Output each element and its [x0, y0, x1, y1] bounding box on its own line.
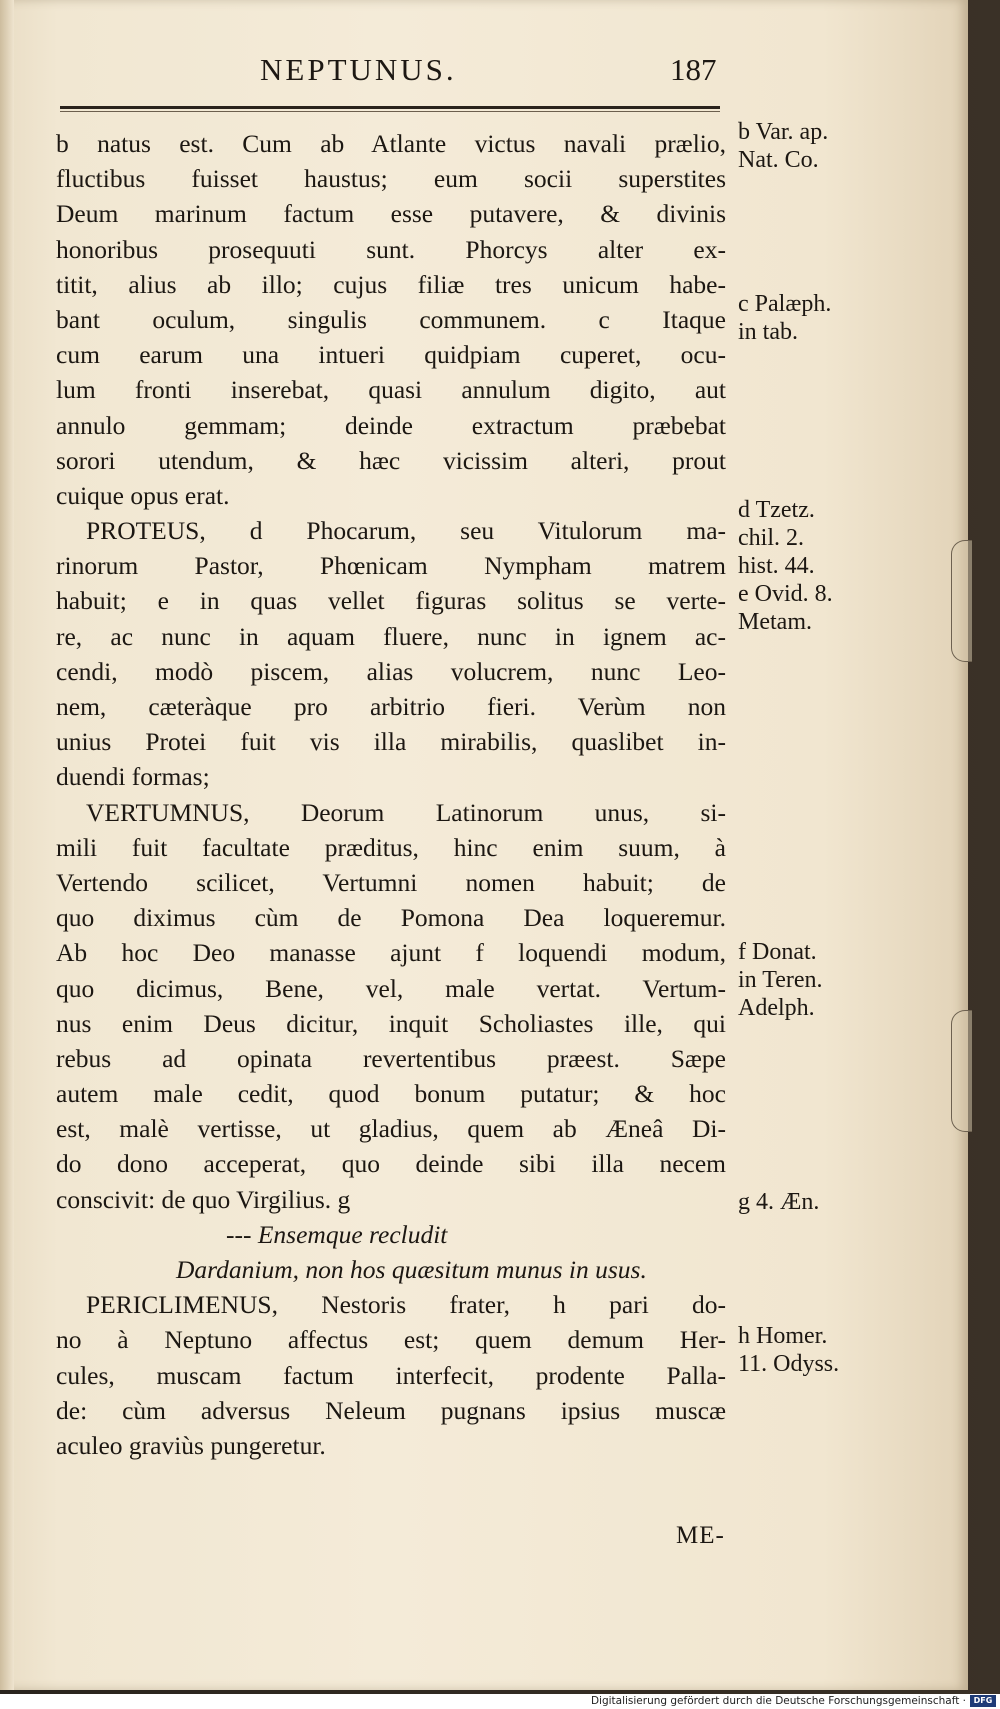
text-line: Vertendo scilicet, Vertumni nomen habuit; de: [56, 867, 726, 897]
text-line: fluctibus fuisset haustus; eum socii superstites: [56, 164, 726, 194]
dfg-logo: DFG: [970, 1695, 996, 1707]
text-line: quo diximus cùm de Pomona Dea loqueremur.: [56, 903, 726, 933]
text-line: habuit; e in quas vellet figuras solitus se verte-: [56, 586, 726, 616]
margin-note: b Var. ap. Nat. Co.: [738, 119, 829, 173]
text-line: unius Protei fuit vis illa mirabilis, quaslibet in-: [56, 727, 726, 757]
margin-note: c Palæph. in tab.: [738, 291, 832, 345]
text-line: quo dicimus, Bene, vel, male vertat. Vertum-: [56, 973, 726, 1003]
text-line: PROTEUS, d Phocarum, seu Vitulorum ma-: [86, 516, 726, 546]
margin-note: h Homer. 11. Odyss.: [738, 1323, 840, 1377]
catchword: ME-: [676, 1522, 725, 1549]
margin-note: e Ovid. 8. Metam.: [738, 581, 833, 635]
text-line: nem, cæteràque pro arbitrio fieri. Verùm non: [56, 692, 726, 721]
text-line: Ab hoc Deo manasse ajunt f loquendi modum,: [56, 938, 726, 968]
text-line: duendi formas;: [56, 762, 210, 792]
main-text: [56, 126, 726, 1463]
margin-note: f Donat. in Teren. Adelph.: [738, 939, 823, 1021]
text-line: nus enim Deus dicitur, inquit Scholiastes ille, qui: [56, 1008, 726, 1038]
text-line: conscivit: de quo Virgilius. g: [56, 1184, 351, 1214]
margin-note: d Tzetz. chil. 2. hist. 44.: [738, 497, 815, 579]
text-line: cules, muscam factum interfecit, prodente Palla-: [56, 1360, 726, 1390]
text-line: bant oculum, singulis communem. c Itaque: [56, 304, 726, 334]
text-line: titit, alius ab illo; cujus filiæ tres unicum habe-: [56, 269, 726, 299]
verse-line: --- Ensemque recludit: [226, 1219, 448, 1249]
text-line: PERICLIMENUS, Nestoris frater, h pari do-: [86, 1290, 726, 1320]
text-line: cuique opus erat.: [56, 480, 230, 510]
digitization-footer: [0, 1694, 1000, 1709]
page-tab: [951, 540, 972, 662]
text-line: b natus est. Cum ab Atlante victus navali prælio,: [56, 129, 726, 158]
text-line: sorori utendum, & hæc vicissim alteri, prout: [56, 445, 726, 475]
text-line: cum earum una intueri quidpiam cuperet, ocu-: [56, 340, 726, 370]
text-line: est, malè vertisse, ut gladius, quem ab Æneâ Di-: [56, 1114, 726, 1144]
text-line: honoribus prosequuti sunt. Phorcys alter ex-: [56, 234, 726, 264]
text-line: re, ac nunc in aquam fluere, nunc in ignem ac-: [56, 621, 726, 651]
margin-note: g 4. Æn.: [738, 1189, 820, 1215]
page-header: [60, 52, 720, 98]
text-line: do dono acceperat, quo deinde sibi illa necem: [56, 1149, 726, 1179]
text-line: VERTUMNUS, Deorum Latinorum unus, si-: [86, 797, 726, 827]
text-line: rinorum Pastor, Phœnicam Nympham matrem: [56, 551, 726, 581]
verse-line: Dardanium, non hos quæsitum munus in usus.: [176, 1255, 647, 1284]
header-rule: [60, 106, 720, 109]
text-line: autem male cedit, quod bonum putatur; & hoc: [56, 1079, 726, 1109]
page-number: 187: [670, 52, 717, 87]
running-head: NEPTUNUS.: [260, 52, 457, 87]
text-line: mili fuit facultate præditus, hinc enim suum, à: [56, 832, 726, 862]
text-line: cendi, modò piscem, alias volucrem, nunc Leo-: [56, 656, 726, 686]
text-line: no à Neptuno affectus est; quem demum Her-: [56, 1325, 726, 1355]
page-tab: [951, 1010, 972, 1132]
text-line: aculeo graviùs pungeretur.: [56, 1430, 326, 1460]
text-line: rebus ad opinata revertentibus præest. Sæpe: [56, 1043, 726, 1073]
text-line: annulo gemmam; deinde extractum præbebat: [56, 410, 726, 440]
text-line: de: cùm adversus Neleum pugnans ipsius muscæ: [56, 1395, 726, 1425]
header-rule-thin: [60, 111, 720, 112]
text-line: Deum marinum factum esse putavere, & divinis: [56, 199, 726, 229]
text-line: lum fronti inserebat, quasi annulum digito, aut: [56, 375, 726, 405]
page-gutter: [0, 0, 14, 1690]
footer-credit: Digitalisierung gefördert durch die Deutsche Forschungsgemeinschaft ·: [590, 1695, 966, 1707]
